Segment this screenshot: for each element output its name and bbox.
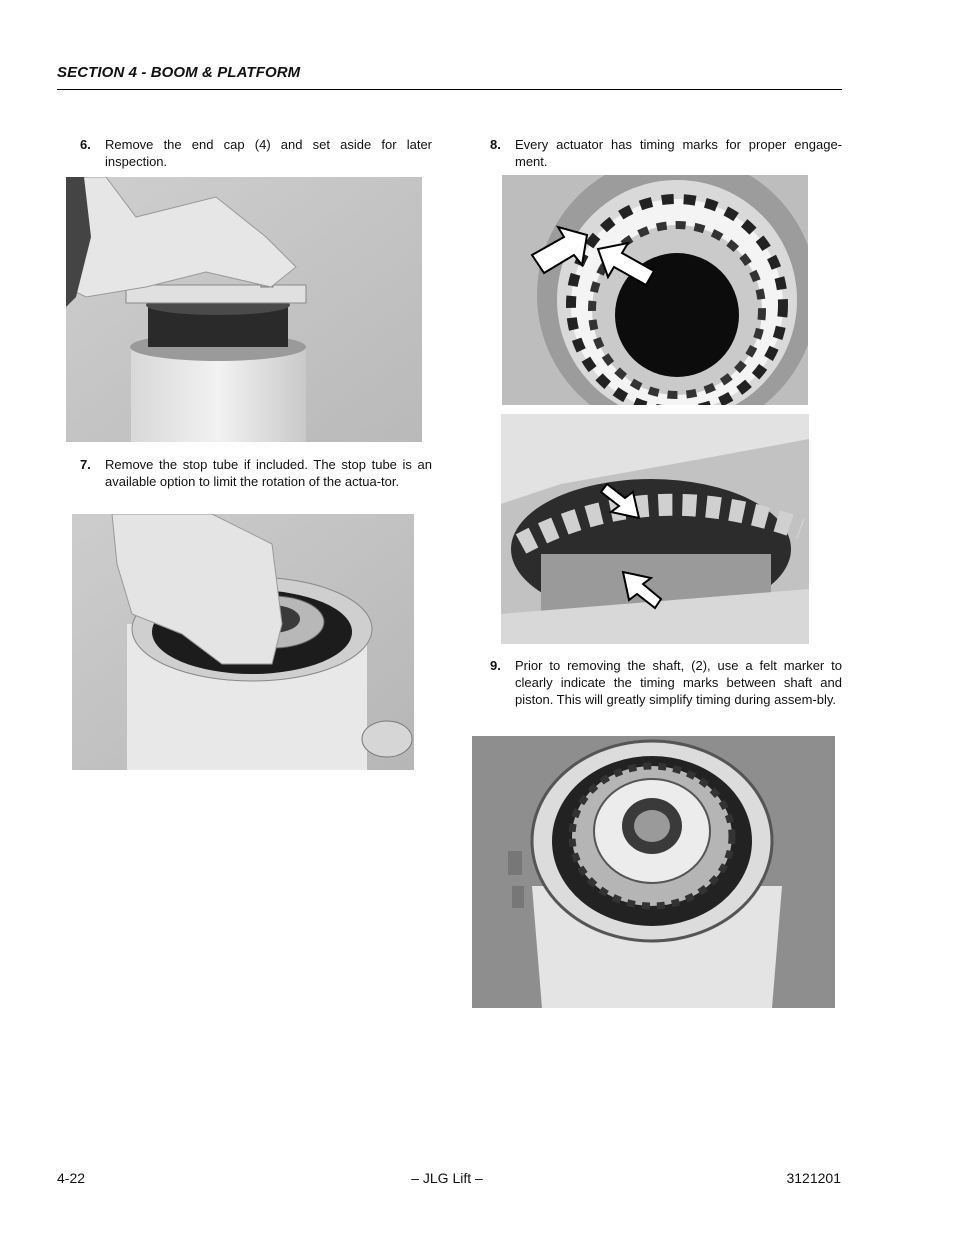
step-8-number: 8. <box>490 137 501 152</box>
step-6 <box>80 136 432 170</box>
step-7 <box>80 456 432 490</box>
step-6-text: Remove the end cap (4) and set aside for later inspection. <box>105 137 432 169</box>
photo-remove-stop-tube <box>72 514 414 770</box>
step-9-text: Prior to removing the shaft, (2), use a felt marker to clearly indicate the timing marks between shaft and piston. This will greatly simplify timing during assem-bly. <box>515 658 842 707</box>
photo-remove-end-cap <box>66 177 422 442</box>
step-6-number: 6. <box>80 137 91 152</box>
page-number: 4-22 <box>57 1170 86 1186</box>
footer-publisher: – JLG Lift – <box>411 1170 483 1186</box>
photo-mark-shaft-piston <box>472 736 835 1008</box>
photo-timing-marks-gear <box>502 175 808 405</box>
step-9-number: 9. <box>490 658 501 673</box>
step-7-text: Remove the stop tube if included. The stop tube is an available option to limit the rotation of the actua-tor. <box>105 457 432 489</box>
step-8-text: Every actuator has timing marks for proper engage-ment. <box>515 137 842 169</box>
header-divider <box>57 89 842 90</box>
photo-timing-marks-shaft <box>501 414 809 644</box>
step-9 <box>490 657 842 708</box>
section-title: SECTION 4 - BOOM & PLATFORM <box>57 64 301 81</box>
document-number: 3121201 <box>786 1170 841 1186</box>
step-8 <box>490 136 842 170</box>
step-7-number: 7. <box>80 457 91 472</box>
